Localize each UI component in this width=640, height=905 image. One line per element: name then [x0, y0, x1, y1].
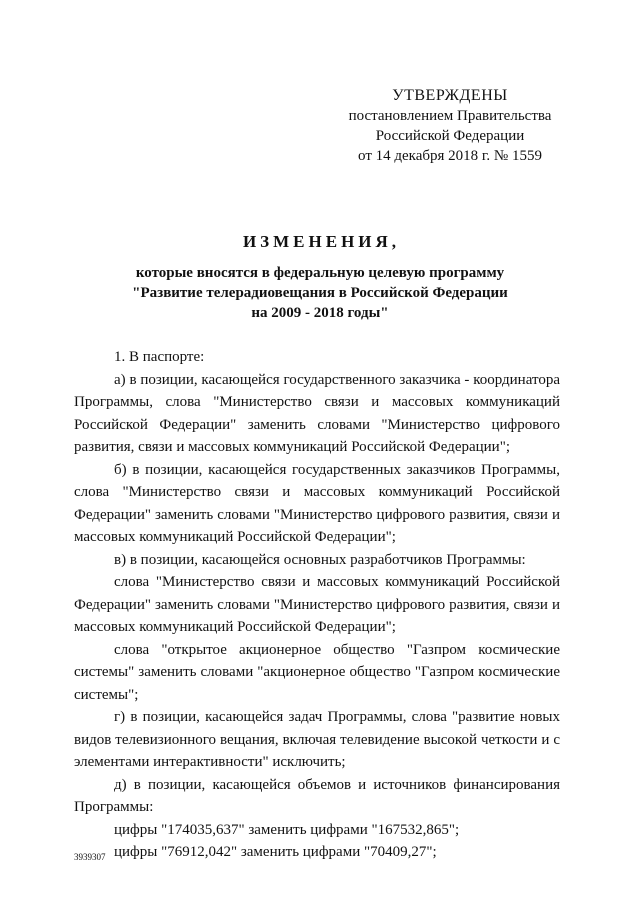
subtitle-line-1: которые вносятся в федеральную целевую программу: [135, 265, 505, 281]
approval-block: [330, 86, 570, 166]
paragraph-item-v-words-2: слова "открытое акционерное общество "Газпром космические системы" заменить словами "акционерное общество "Газпром космические системы";: [74, 641, 560, 703]
paragraph-item-v: в) в позиции, касающейся основных разработчиков Программы:: [114, 551, 526, 568]
paragraph-item-g: г) в позиции, касающейся задач Программы, слова "развитие новых видов телевизионного вещания, включая телевидение высокой четкости и с элементами интерактивности" исключить;: [74, 709, 560, 770]
paragraph-item-v-words-1: слова "Министерство связи и массовых коммуникаций Российской Федерации" заменить словами "Министерство цифрового развития, связи и массовых коммуникаций Российской Федерации";: [74, 574, 560, 635]
document-title: ИЗМЕНЕНИЯ,: [242, 232, 401, 251]
subtitle-line-3: на 2009 - 2018 годы": [251, 305, 389, 321]
paragraph-item-d-figures-1: цифры "174035,637" заменить цифрами "167532,865";: [114, 821, 460, 838]
subtitle-line-2: "Развитие телерадиовещания в Российской Федерации: [132, 285, 508, 301]
paragraph-item-a: а) в позиции, касающейся государственного заказчика - координатора Программы, слова "Министерство связи и массовых коммуникаций Российской Федерации" заменить словами "Министерство цифрового развития, связи и массовых коммуникаций Российской Федерации";: [74, 371, 560, 455]
approved-title: УТВЕРЖДЕНЫ: [392, 87, 508, 104]
paragraph-item-b: б) в позиции, касающейся государственных заказчиков Программы, слова "Министерство связи и массовых коммуникаций Российской Федерации" заменить словами "Министерство цифрового развития, связи и массовых коммуникаций Российской Федерации";: [74, 461, 560, 545]
paragraph-item-d-figures-2: цифры "76912,042" заменить цифрами "70409,27";: [114, 844, 437, 860]
approval-date-number-line: от 14 декабря 2018 г. № 1559: [358, 148, 542, 164]
document-heading: [0, 231, 640, 323]
approval-government-line: Российской Федерации: [375, 128, 525, 144]
document-subtitle: [0, 263, 640, 323]
document-body: [74, 346, 560, 864]
paragraph-item-d: д) в позиции, касающейся объемов и источников финансирования Программы:: [74, 776, 560, 815]
approval-resolution-line: постановлением Правительства: [348, 108, 552, 124]
document-code: 3939307: [74, 852, 106, 862]
paragraph-section-1: 1. В паспорте:: [114, 349, 205, 365]
